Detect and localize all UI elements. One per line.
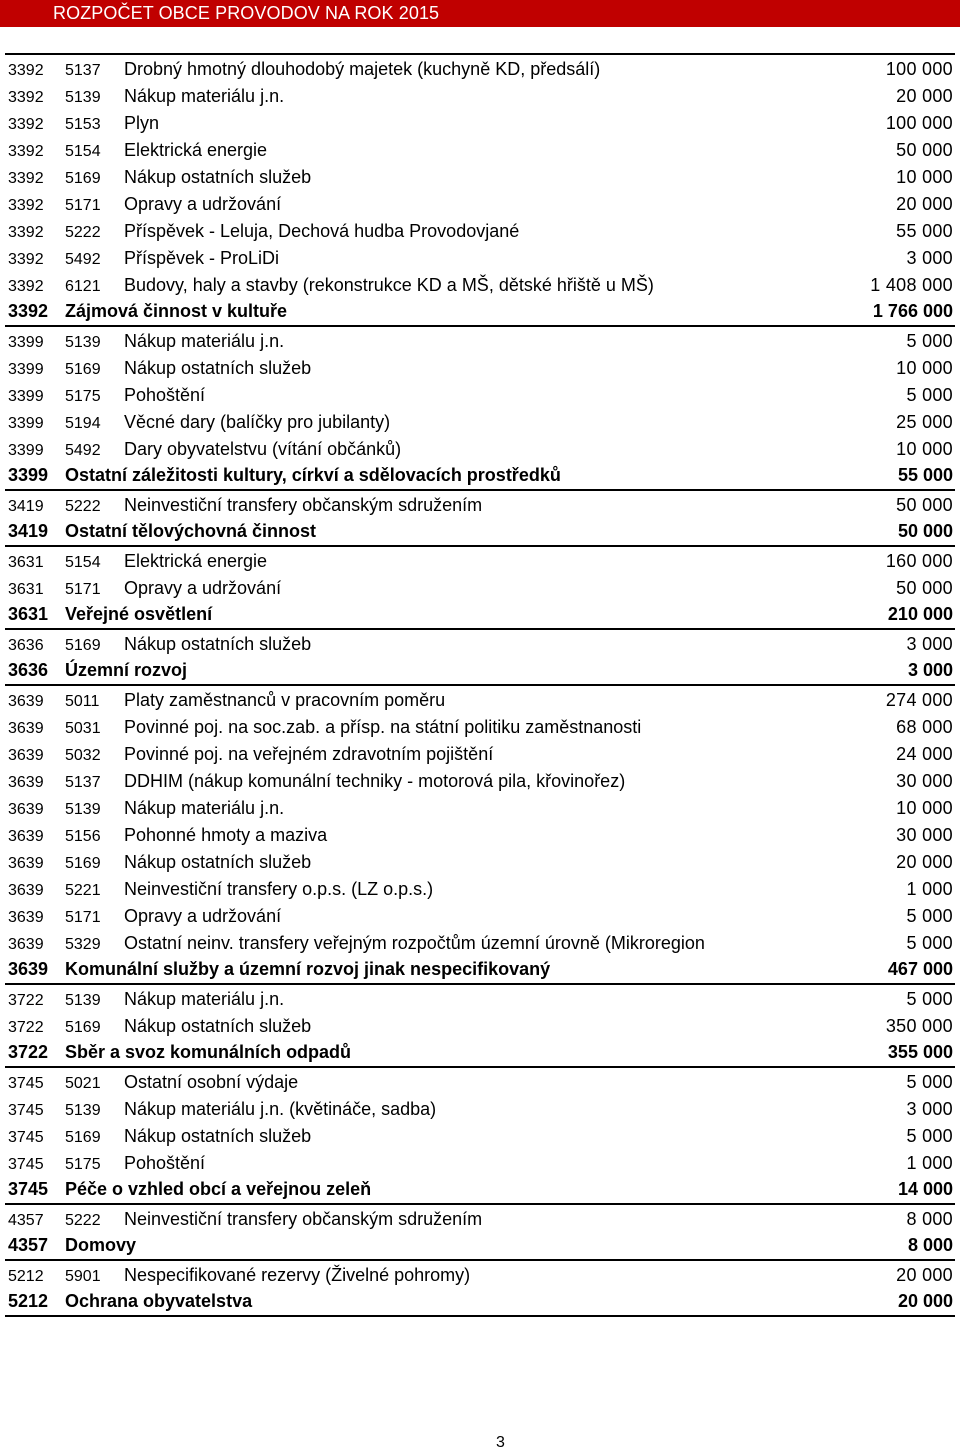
item-description: Nákup materiálu j.n. (květináče, sadba) — [124, 1099, 437, 1119]
item-code: 5492 — [65, 442, 101, 459]
item-code: 5169 — [65, 855, 101, 872]
item-code: 5032 — [65, 747, 101, 764]
item-amount: 3 000 — [906, 634, 953, 654]
item-description: Příspěvek - Leluja, Dechová hudba Provodovjané — [124, 221, 520, 241]
item-code: 5222 — [65, 1212, 101, 1229]
item-amount: 24 000 — [896, 744, 953, 764]
budget-item-row — [5, 1149, 955, 1176]
paragraph-code: 3639 — [8, 720, 44, 737]
budget-item-row — [5, 381, 955, 408]
item-description: Opravy a udržování — [124, 906, 282, 926]
item-amount: 100 000 — [885, 113, 953, 133]
item-code: 5139 — [65, 992, 101, 1009]
item-amount: 5 000 — [906, 906, 953, 926]
section-name: Ostatní záležitosti kultury, církví a sdělovacích prostředků — [65, 465, 561, 485]
section-total-row — [5, 1176, 955, 1205]
item-code: 5154 — [65, 143, 101, 160]
paragraph-code: 3722 — [8, 1019, 44, 1036]
paragraph-code: 5212 — [8, 1268, 44, 1285]
item-description: Plyn — [124, 113, 160, 133]
budget-item-row — [5, 1205, 955, 1232]
section-name: Zájmová činnost v kultuře — [65, 301, 288, 321]
item-code: 5169 — [65, 1129, 101, 1146]
paragraph-code: 3639 — [8, 936, 44, 953]
paragraph-code: 3392 — [8, 89, 44, 106]
item-code: 5169 — [65, 637, 101, 654]
item-amount: 30 000 — [896, 825, 953, 845]
item-description: Nákup ostatních služeb — [124, 852, 312, 872]
section-total-row — [5, 657, 955, 686]
item-code: 5031 — [65, 720, 101, 737]
budget-item-row — [5, 767, 955, 794]
item-description: Budovy, haly a stavby (rekonstrukce KD a MŠ, dětské hřiště u MŠ) — [124, 275, 654, 295]
section-total-amount: 50 000 — [897, 521, 953, 541]
item-code: 5901 — [65, 1268, 101, 1285]
budget-item-row — [5, 109, 955, 136]
item-description: Nákup materiálu j.n. — [124, 331, 285, 351]
section-name: Veřejné osvětlení — [65, 604, 213, 624]
item-amount: 3 000 — [906, 248, 953, 268]
section-total-row — [5, 1288, 955, 1317]
budget-item-row — [5, 1095, 955, 1122]
budget-item-row — [5, 1122, 955, 1149]
item-code: 5139 — [65, 334, 101, 351]
budget-item-row — [5, 244, 955, 271]
item-amount: 10 000 — [896, 358, 953, 378]
item-code: 5171 — [65, 581, 101, 598]
paragraph-code: 3639 — [8, 882, 44, 899]
item-description: Opravy a udržování — [124, 194, 282, 214]
item-amount: 5 000 — [906, 1126, 953, 1146]
paragraph-code: 3392 — [8, 278, 44, 295]
item-code: 5171 — [65, 909, 101, 926]
section-total-amount: 355 000 — [887, 1042, 953, 1062]
section-total-amount: 55 000 — [897, 465, 953, 485]
budget-item-row — [5, 491, 955, 518]
paragraph-code: 3419 — [8, 498, 44, 515]
item-description: Neinvestiční transfery občanským sdružením — [124, 1209, 483, 1229]
item-code: 5137 — [65, 774, 101, 791]
section-total-row — [5, 601, 955, 630]
section-total-row — [5, 298, 955, 327]
budget-item-row — [5, 1261, 955, 1288]
item-code: 6121 — [65, 278, 101, 295]
paragraph-code: 3399 — [8, 334, 44, 351]
budget-item-row — [5, 902, 955, 929]
budget-item-row — [5, 1012, 955, 1039]
paragraph-code: 3745 — [8, 1156, 44, 1173]
paragraph-code: 3639 — [8, 855, 44, 872]
budget-item-row — [5, 82, 955, 109]
section-total-row — [5, 518, 955, 547]
section-name: Domovy — [65, 1235, 137, 1255]
paragraph-code: 5212 — [8, 1291, 49, 1311]
paragraph-code: 3639 — [8, 747, 44, 764]
item-code: 5137 — [65, 62, 101, 79]
item-code: 5222 — [65, 498, 101, 515]
budget-item-row — [5, 55, 955, 82]
section-total-row — [5, 462, 955, 491]
paragraph-code: 4357 — [8, 1212, 44, 1229]
section-name: Sběr a svoz komunálních odpadů — [65, 1042, 352, 1062]
budget-item-row — [5, 848, 955, 875]
section-name: Komunální služby a územní rozvoj jinak nespecifikovaný — [65, 959, 551, 979]
paragraph-code: 3631 — [8, 581, 44, 598]
paragraph-code: 4357 — [8, 1235, 49, 1255]
budget-item-row — [5, 271, 955, 298]
item-code: 5329 — [65, 936, 101, 953]
item-amount: 10 000 — [896, 167, 953, 187]
paragraph-code: 3639 — [8, 959, 49, 979]
item-amount: 25 000 — [896, 412, 953, 432]
item-code: 5221 — [65, 882, 101, 899]
paragraph-code: 3399 — [8, 415, 44, 432]
item-description: Neinvestiční transfery občanským sdružením — [124, 495, 483, 515]
section-total-amount: 20 000 — [897, 1291, 953, 1311]
item-code: 5156 — [65, 828, 101, 845]
item-description: Pohoštění — [124, 1153, 206, 1173]
item-description: Neinvestiční transfery o.p.s. (LZ o.p.s.) — [124, 879, 434, 899]
item-amount: 30 000 — [896, 771, 953, 791]
paragraph-code: 3745 — [8, 1102, 44, 1119]
item-description: Nákup ostatních služeb — [124, 1126, 312, 1146]
item-description: Nákup materiálu j.n. — [124, 798, 285, 818]
paragraph-code: 3399 — [8, 361, 44, 378]
paragraph-code: 3392 — [8, 251, 44, 268]
paragraph-code: 3392 — [8, 170, 44, 187]
paragraph-code: 3639 — [8, 828, 44, 845]
item-amount: 160 000 — [885, 551, 953, 571]
paragraph-code: 3392 — [8, 143, 44, 160]
item-amount: 55 000 — [896, 221, 953, 241]
item-amount: 100 000 — [885, 59, 953, 79]
item-amount: 20 000 — [896, 852, 953, 872]
section-total-row — [5, 956, 955, 985]
item-description: Opravy a udržování — [124, 578, 282, 598]
item-description: Nákup ostatních služeb — [124, 634, 312, 654]
section-total-amount: 1 766 000 — [872, 301, 953, 321]
item-code: 5492 — [65, 251, 101, 268]
budget-item-row — [5, 985, 955, 1012]
item-amount: 1 000 — [906, 879, 953, 899]
budget-item-row — [5, 136, 955, 163]
item-code: 5154 — [65, 554, 101, 571]
item-code: 5011 — [65, 693, 100, 710]
paragraph-code: 3639 — [8, 801, 44, 818]
paragraph-code: 3419 — [8, 521, 49, 541]
paragraph-code: 3392 — [8, 62, 44, 79]
item-amount: 5 000 — [906, 1072, 953, 1092]
document-header-band — [0, 0, 960, 27]
item-code: 5222 — [65, 224, 101, 241]
paragraph-code: 3636 — [8, 660, 49, 680]
item-description: Povinné poj. na veřejném zdravotním pojištění — [124, 744, 494, 764]
section-total-amount: 210 000 — [887, 604, 953, 624]
item-description: Nákup ostatních služeb — [124, 167, 312, 187]
paragraph-code: 3392 — [8, 197, 44, 214]
paragraph-code: 3631 — [8, 604, 49, 624]
section-total-amount: 467 000 — [887, 959, 953, 979]
item-amount: 1 000 — [906, 1153, 953, 1173]
item-amount: 50 000 — [896, 495, 953, 515]
item-description: Ostatní neinv. transfery veřejným rozpočtům územní úrovně (Mikroregion — [124, 933, 705, 953]
budget-table — [5, 53, 955, 1317]
paragraph-code: 3639 — [8, 909, 44, 926]
item-description: Elektrická energie — [124, 551, 268, 571]
item-description: Nákup ostatních služeb — [124, 358, 312, 378]
item-description: DDHIM (nákup komunální techniky - motorová pila, křovinořez) — [124, 771, 626, 791]
item-amount: 20 000 — [896, 86, 953, 106]
item-description: Nákup materiálu j.n. — [124, 86, 285, 106]
section-name: Územní rozvoj — [65, 660, 188, 680]
budget-item-row — [5, 875, 955, 902]
section-name: Ostatní tělovýchovná činnost — [65, 521, 317, 541]
budget-item-row — [5, 163, 955, 190]
item-code: 5175 — [65, 1156, 101, 1173]
budget-item-row — [5, 327, 955, 354]
item-amount: 68 000 — [896, 717, 953, 737]
budget-item-row — [5, 435, 955, 462]
item-description: Povinné poj. na soc.zab. a přísp. na státní politiku zaměstnanosti — [124, 717, 642, 737]
section-total-amount: 14 000 — [897, 1179, 953, 1199]
section-total-row — [5, 1039, 955, 1068]
item-code: 5175 — [65, 388, 101, 405]
item-amount: 5 000 — [906, 989, 953, 1009]
item-code: 5139 — [65, 801, 101, 818]
item-description: Nákup materiálu j.n. — [124, 989, 285, 1009]
budget-item-row — [5, 821, 955, 848]
budget-item-row — [5, 354, 955, 381]
item-description: Věcné dary (balíčky pro jubilanty) — [124, 412, 391, 432]
paragraph-code: 3392 — [8, 301, 49, 321]
item-code: 5169 — [65, 170, 101, 187]
budget-item-row — [5, 686, 955, 713]
item-description: Dary obyvatelstvu (vítání občánků) — [124, 439, 402, 459]
paragraph-code: 3745 — [8, 1179, 49, 1199]
item-amount: 20 000 — [896, 194, 953, 214]
item-description: Ostatní osobní výdaje — [124, 1072, 299, 1092]
budget-item-row — [5, 713, 955, 740]
item-amount: 5 000 — [906, 933, 953, 953]
item-amount: 1 408 000 — [870, 275, 953, 295]
item-code: 5171 — [65, 197, 101, 214]
paragraph-code: 3722 — [8, 1042, 49, 1062]
item-code: 5139 — [65, 89, 101, 106]
paragraph-code: 3392 — [8, 116, 44, 133]
item-description: Drobný hmotný dlouhodobý majetek (kuchyně KD, předsálí) — [124, 59, 601, 79]
paragraph-code: 3399 — [8, 388, 44, 405]
item-description: Pohonné hmoty a maziva — [124, 825, 328, 845]
item-amount: 5 000 — [906, 331, 953, 351]
document-title: ROZPOČET OBCE PROVODOV NA ROK 2015 — [53, 3, 440, 23]
paragraph-code: 3639 — [8, 693, 44, 710]
section-total-amount: 3 000 — [907, 660, 953, 680]
budget-item-row — [5, 547, 955, 574]
budget-item-row — [5, 217, 955, 244]
item-code: 5169 — [65, 361, 101, 378]
budget-item-row — [5, 794, 955, 821]
paragraph-code: 3745 — [8, 1075, 44, 1092]
item-description: Pohoštění — [124, 385, 206, 405]
item-code: 5139 — [65, 1102, 101, 1119]
item-description: Platy zaměstnanců v pracovním poměru — [124, 690, 446, 710]
item-amount: 274 000 — [885, 690, 953, 710]
section-name: Péče o vzhled obcí a veřejnou zeleň — [65, 1179, 372, 1199]
item-amount: 8 000 — [906, 1209, 953, 1229]
paragraph-code: 3392 — [8, 224, 44, 241]
budget-item-row — [5, 929, 955, 956]
item-amount: 350 000 — [885, 1016, 953, 1036]
paragraph-code: 3745 — [8, 1129, 44, 1146]
paragraph-code: 3722 — [8, 992, 44, 1009]
budget-item-row — [5, 408, 955, 435]
page-number: 3 — [496, 1434, 505, 1451]
item-amount: 10 000 — [896, 798, 953, 818]
section-total-amount: 8 000 — [907, 1235, 953, 1255]
budget-item-row — [5, 190, 955, 217]
section-total-row — [5, 1232, 955, 1261]
paragraph-code: 3399 — [8, 465, 49, 485]
item-amount: 3 000 — [906, 1099, 953, 1119]
item-amount: 20 000 — [896, 1265, 953, 1285]
budget-item-row — [5, 574, 955, 601]
item-description: Příspěvek - ProLiDi — [124, 248, 280, 268]
item-code: 5153 — [65, 116, 101, 133]
item-amount: 5 000 — [906, 385, 953, 405]
budget-item-row — [5, 630, 955, 657]
item-code: 5169 — [65, 1019, 101, 1036]
section-name: Ochrana obyvatelstva — [65, 1291, 253, 1311]
paragraph-code: 3639 — [8, 774, 44, 791]
item-amount: 50 000 — [896, 578, 953, 598]
item-description: Nákup ostatních služeb — [124, 1016, 312, 1036]
item-amount: 10 000 — [896, 439, 953, 459]
item-code: 5194 — [65, 415, 101, 432]
paragraph-code: 3636 — [8, 637, 44, 654]
paragraph-code: 3631 — [8, 554, 44, 571]
item-description: Elektrická energie — [124, 140, 268, 160]
item-amount: 50 000 — [896, 140, 953, 160]
item-code: 5021 — [65, 1075, 101, 1092]
item-description: Nespecifikované rezervy (Živelné pohromy) — [124, 1265, 471, 1285]
budget-item-row — [5, 1068, 955, 1095]
paragraph-code: 3399 — [8, 442, 44, 459]
budget-item-row — [5, 740, 955, 767]
